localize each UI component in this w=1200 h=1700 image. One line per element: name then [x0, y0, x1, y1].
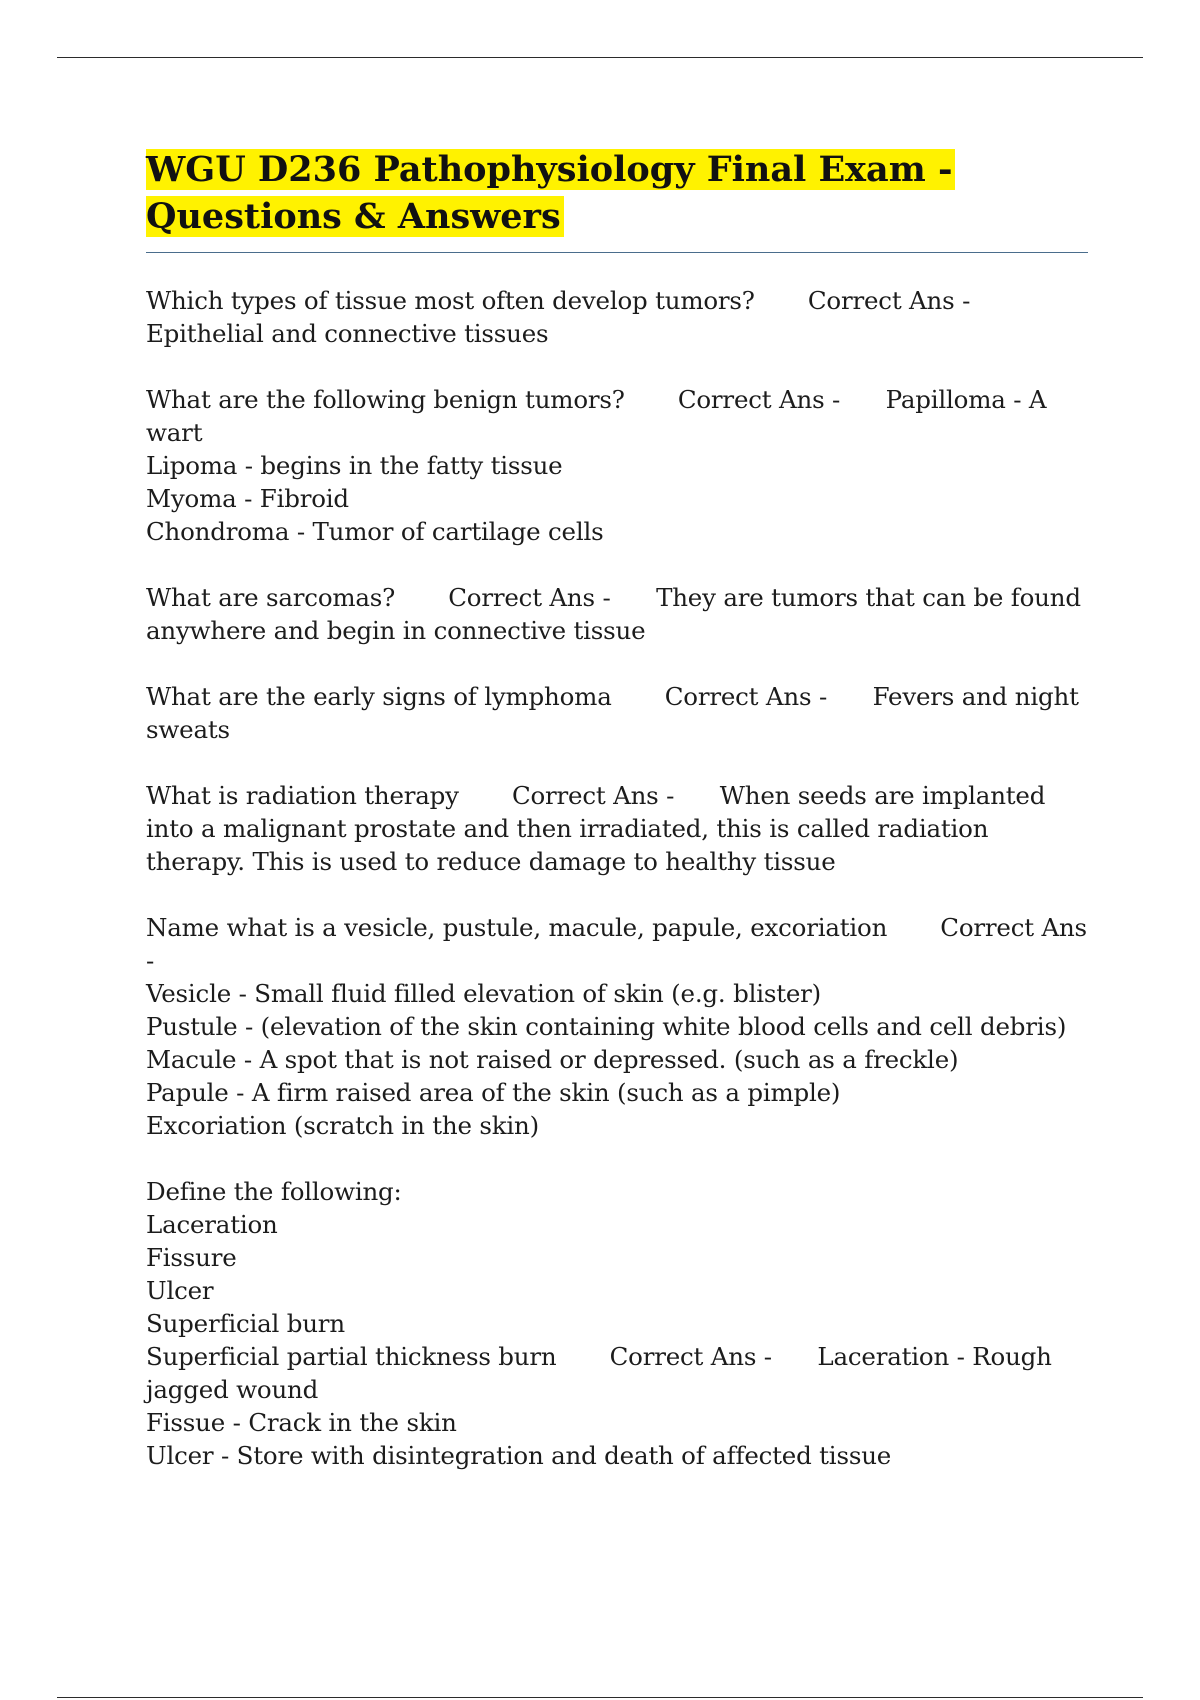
qa-item-5: [146, 779, 1088, 878]
question-text: What are the early signs of lymphoma: [146, 682, 612, 711]
title-line-2: Questions & Answers: [146, 196, 564, 237]
answer-label: Correct Ans -: [677, 385, 841, 414]
answer-label: Correct Ans -: [664, 682, 828, 711]
document-title: [146, 146, 1088, 240]
question-text: What are the following benign tumors?: [146, 385, 625, 414]
answer-text: They are tumors that can be found anywhere and begin in connective tissue: [146, 583, 1089, 645]
qa-item-7: [146, 1175, 1088, 1472]
answer-label: Correct Ans -: [146, 913, 1095, 975]
question-text: Name what is a vesicle, pustule, macule, papule, excoriation: [146, 913, 888, 942]
title-underline: [146, 252, 1088, 253]
answer-label: Correct Ans -: [609, 1342, 772, 1371]
answer-text: Papilloma - A wart Lipoma - begins in the fatty tissue Myoma - Fibroid Chondroma - Tumor of cartilage cells: [146, 385, 1047, 546]
page-top-rule: [57, 57, 1143, 58]
answer-label: Correct Ans -: [448, 583, 611, 612]
document-content: [146, 146, 1095, 1472]
answer-text: Epithelial and connective tissues: [146, 319, 549, 348]
title-line-1: WGU D236 Pathophysiology Final Exam -: [146, 149, 955, 190]
question-text: Define the following: Laceration Fissure Ulcer Superficial burn Superficial partial thickness burn: [146, 1177, 557, 1371]
question-text: What is radiation therapy: [146, 781, 459, 810]
answer-text: Vesicle - Small fluid filled elevation of skin (e.g. blister) Pustule - (elevation of the skin containing white blood cells and cell debris) Macule - A spot that is not raised or depressed. (such as a freckle) Papule - A firm raised area of the skin (such as a pimple) Excoriation (scratch in the skin): [146, 979, 1067, 1140]
question-text: What are sarcomas?: [146, 583, 396, 612]
qa-item-4: [146, 680, 1088, 746]
answer-text: When seeds are implanted into a malignant prostate and then irradiated, this is called radiation therapy. This is used to reduce damage to healthy tissue: [146, 781, 1053, 876]
qa-item-1: [146, 284, 1088, 350]
page-bottom-rule: [57, 1697, 1143, 1698]
answer-label: Correct Ans -: [511, 781, 675, 810]
qa-item-6: [146, 911, 1095, 1142]
answer-text: Laceration - Rough jagged wound Fissue - Crack in the skin Ulcer - Store with disintegration and death of affected tissue: [146, 1342, 1052, 1470]
qa-item-3: [146, 581, 1088, 647]
qa-item-2: [146, 383, 1088, 548]
qa-list: [146, 284, 1095, 1472]
answer-text: Fevers and night sweats: [146, 682, 1087, 744]
answer-label: Correct Ans -: [807, 286, 971, 315]
question-text: Which types of tissue most often develop tumors?: [146, 286, 755, 315]
